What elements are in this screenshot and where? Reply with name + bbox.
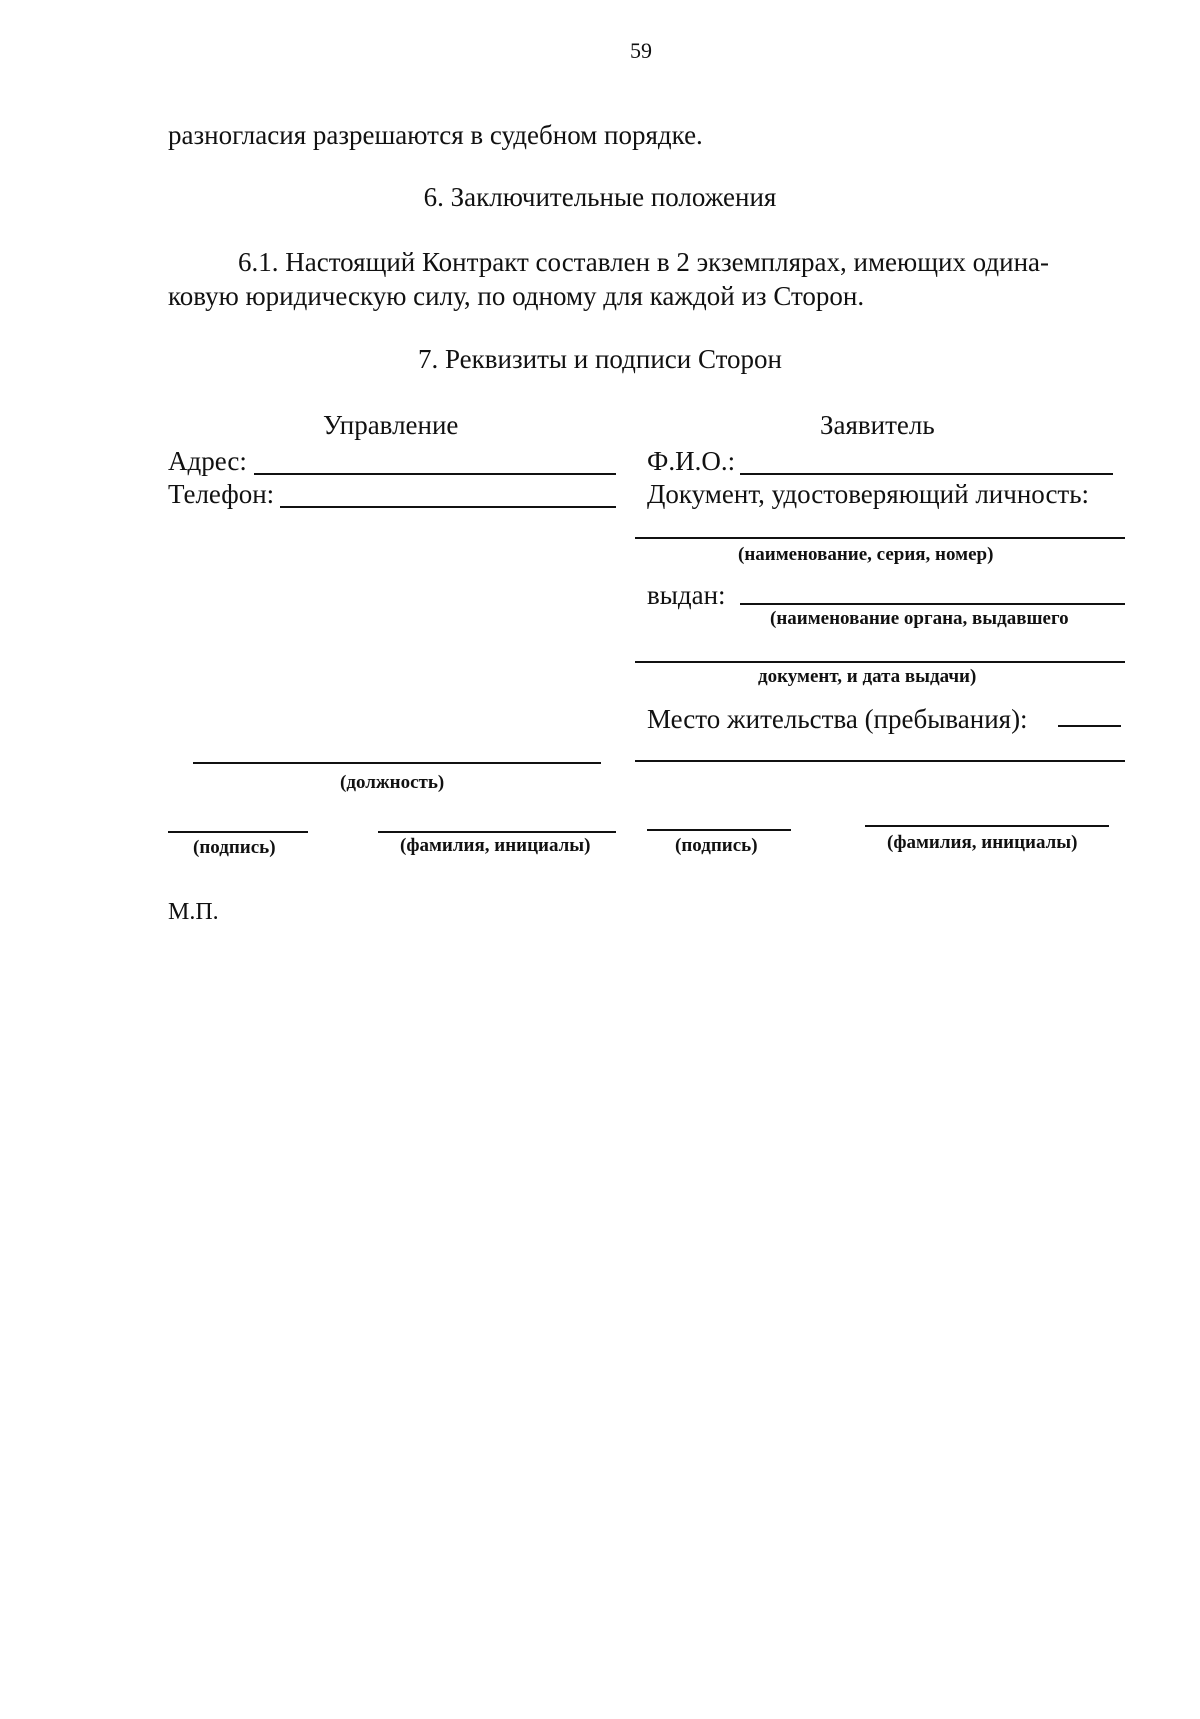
identity-document-caption: (наименование, серия, номер) xyxy=(738,544,994,565)
issued-label: выдан: xyxy=(647,580,726,610)
left-name-caption: (фамилия, инициалы) xyxy=(400,835,591,856)
page-number: 59 xyxy=(630,38,652,63)
address-blank-line xyxy=(254,473,616,475)
section-7-heading: 7. Реквизиты и подписи Сторон xyxy=(418,344,782,374)
issued-blank-line xyxy=(740,603,1125,605)
left-signature-caption: (подпись) xyxy=(193,837,276,858)
fio-label: Ф.И.О.: xyxy=(647,446,736,476)
right-party-title: Заявитель xyxy=(820,410,935,440)
section-6-heading: 6. Заключительные положения xyxy=(423,182,777,212)
position-blank-line xyxy=(193,762,601,764)
residence-blank-inline xyxy=(1058,725,1121,727)
issued-blank-line-2 xyxy=(635,661,1125,663)
left-name-line xyxy=(378,831,616,833)
residence-label: Место жительства (пребывания): xyxy=(647,704,1028,734)
stamp-placeholder: М.П. xyxy=(168,899,219,925)
paragraph-end: разногласия разрешаются в судебном порядке. xyxy=(168,120,703,150)
identity-document-blank-line xyxy=(635,537,1125,539)
right-signature-caption: (подпись) xyxy=(675,835,758,856)
left-signature-line xyxy=(168,831,308,833)
right-signature-line xyxy=(647,829,791,831)
identity-document-label: Документ, удостоверяющий личность: xyxy=(647,479,1090,509)
address-label: Адрес: xyxy=(168,446,247,476)
clause-6-1-line-1: 6.1. Настоящий Контракт составлен в 2 экземплярах, имеющих одина- xyxy=(238,247,1050,277)
fio-blank-line xyxy=(740,473,1113,475)
phone-label: Телефон: xyxy=(168,479,275,509)
issued-caption-line-2: документ, и дата выдачи) xyxy=(758,666,977,687)
position-caption: (должность) xyxy=(340,772,445,793)
right-name-line xyxy=(865,825,1109,827)
residence-blank-line xyxy=(635,760,1125,762)
left-party-title: Управление xyxy=(323,410,459,440)
right-name-caption: (фамилия, инициалы) xyxy=(887,832,1078,853)
phone-blank-line xyxy=(280,506,616,508)
clause-6-1-line-2: ковую юридическую силу, по одному для каждой из Сторон. xyxy=(168,281,865,311)
issued-caption-line-1: (наименование органа, выдавшего xyxy=(770,608,1069,629)
